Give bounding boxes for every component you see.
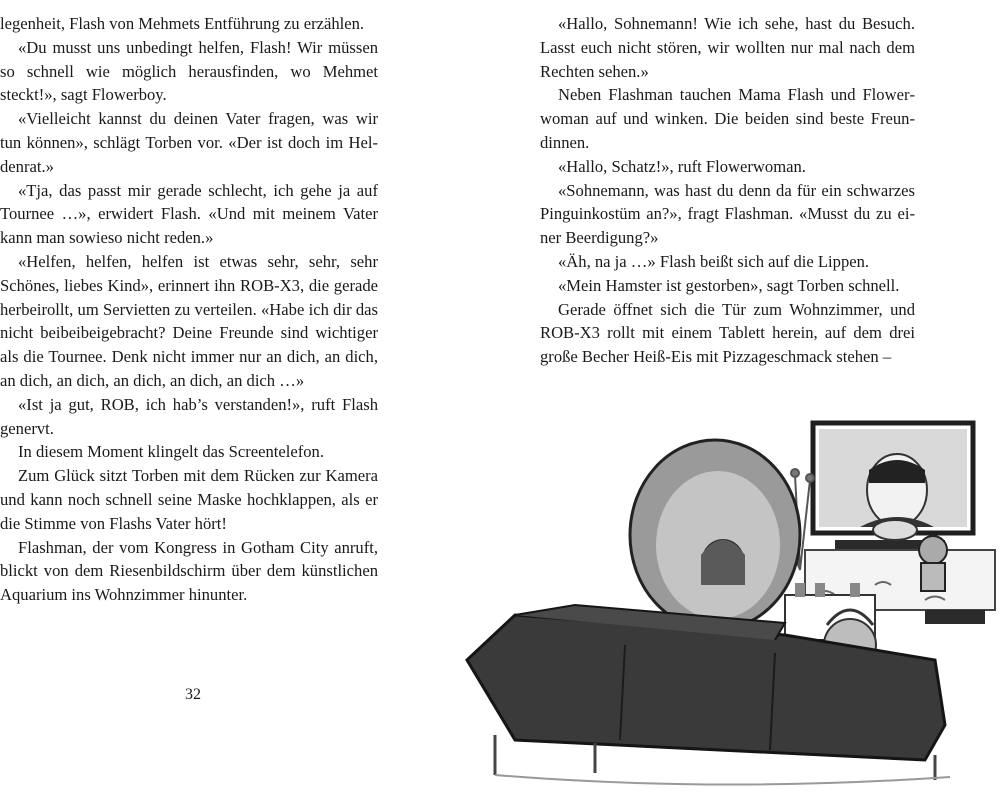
page-number: 32	[185, 686, 201, 703]
paragraph: «Helfen, helfen, helfen ist etwas sehr, sehr, sehr Schönes, liebes Kind», erinnert ihn ROB-X3, die gerade herbeirollt, um Servietten zu verteilen. «Habe ich dir das nicht beibeibeigebracht? Deine Freunde sind wichtiger als die Tournee. Denk nicht immer nur an dich, an dich, an dich, an dich, an dich, an dich, an dich …»	[0, 251, 378, 390]
paragraph: In diesem Moment klingelt das Screentelefon.	[18, 442, 324, 462]
paragraph: «Du musst uns unbedingt helfen, Flash! Wir müssen so schnell wie möglich herausfinden, wo Mehmet steckt!», sagt Flowerboy.	[0, 37, 378, 105]
paragraph: «Ist ja gut, ROB, ich hab’s verstanden!», ruft Flash genervt.	[0, 394, 378, 438]
paragraph: «Tja, das passt mir gerade schlecht, ich gehe ja auf Tournee …», erwidert Flash. «Und mit meinem Vater kann man sowieso nicht reden.»	[0, 180, 378, 248]
paragraph: «Äh, na ja …» Flash beißt sich auf die Lippen.	[558, 251, 870, 271]
paragraph: «Vielleicht kannst du deinen Vater fragen, was wir tun können», schlägt Torben vor. «Der ist doch im Heldenrat.»	[0, 109, 378, 176]
living-room-sketch-icon	[455, 395, 1000, 790]
paragraph: legenheit, Flash von Mehmets Entführung zu erzählen.	[0, 14, 365, 33]
paragraph: Neben Flashman tauchen Mama Flash und Flowerwoman auf und winken. Die beiden sind beste Freundinnen.	[540, 85, 915, 152]
paragraph: «Sohnemann, was hast du denn da für ein schwarzes Pinguinkostüm an?», fragt Flashman. «Musst du zu einer Beerdigung?»	[540, 180, 915, 248]
paragraph: «Hallo, Sohnemann! Wie ich sehe, hast du Besuch. Lasst euch nicht stören, wir wollten nur mal nach dem Rechten sehen.»	[540, 14, 915, 81]
paragraph: «Mein Hamster ist gestorben», sagt Torben schnell.	[558, 275, 900, 295]
living-room-illustration	[455, 395, 1000, 790]
girl-figure	[701, 540, 745, 585]
paragraph: Gerade öffnet sich die Tür zum Wohnzimmer, und ROB-X3 rollt mit einem Tablett herein, auf dem drei große Becher Heiß-Eis mit Pizzageschmack stehen –	[540, 299, 915, 367]
paragraph: «Hallo, Schatz!», ruft Flowerwoman.	[558, 156, 806, 176]
left-page-text	[0, 12, 378, 607]
right-page-text	[540, 12, 915, 369]
paragraph: Zum Glück sitzt Torben mit dem Rücken zur Kamera und kann noch schnell seine Maske hochklappen, als er die Stimme von Flashs Vater hört!	[0, 466, 378, 533]
paragraph: Flashman, der vom Kongress in Gotham City anruft, blickt von dem Riesenbildschirm über dem künstlichen Aquarium ins Wohnzimmer hinunter.	[0, 537, 378, 605]
